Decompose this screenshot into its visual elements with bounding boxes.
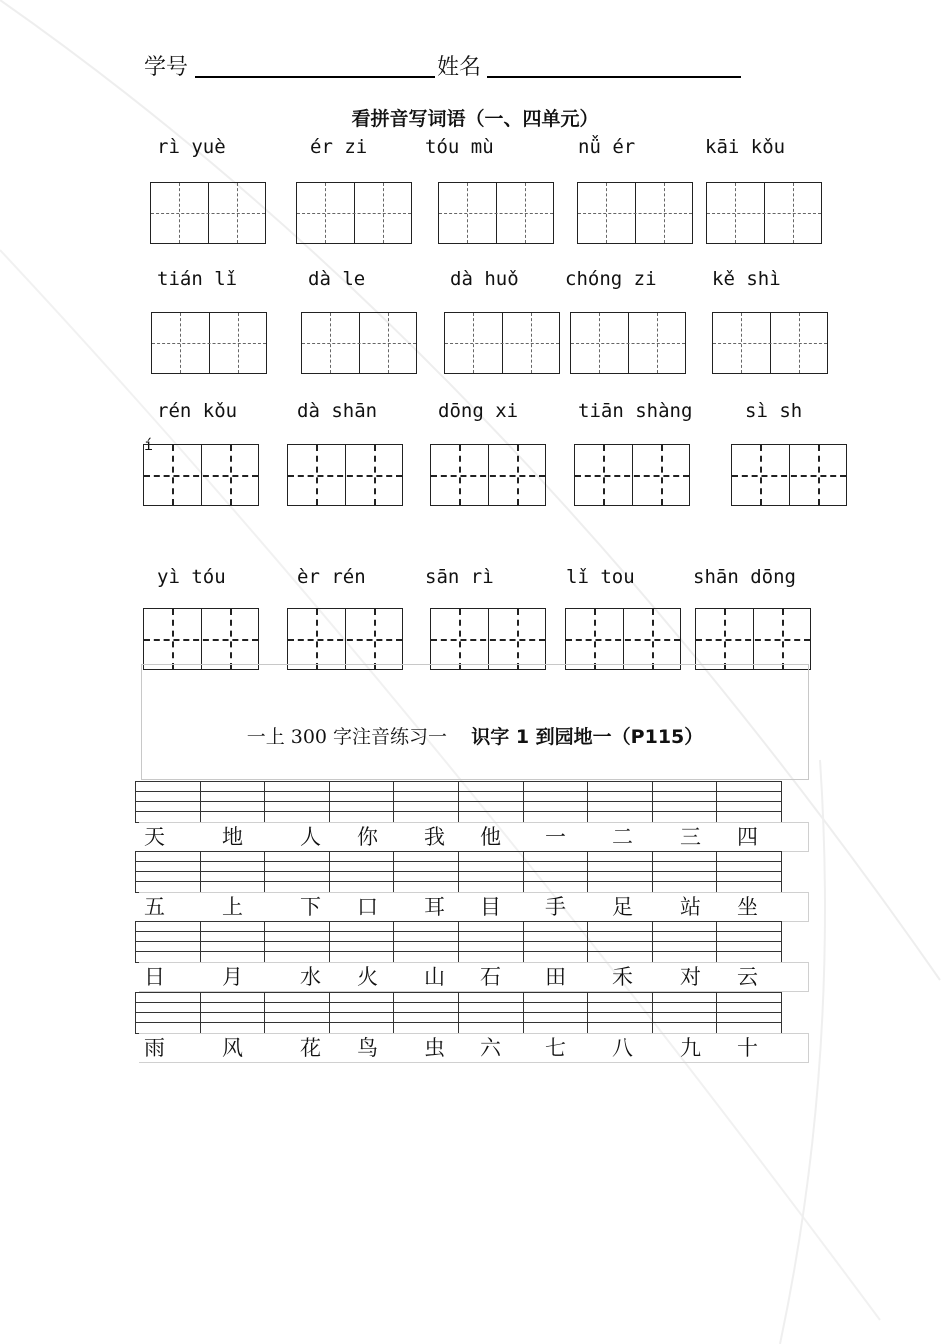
hanzi-char: 云 <box>737 965 758 989</box>
hanzi-char: 水 <box>300 965 321 989</box>
hanzi-char: 一 <box>545 825 566 849</box>
hanzi-char: 七 <box>545 1036 566 1060</box>
pinyin-label: chóng zi <box>565 268 657 290</box>
hanzi-char: 火 <box>357 965 378 989</box>
hanzi-char: 二 <box>612 825 633 849</box>
pinyin-label: dà huǒ <box>450 268 519 290</box>
hanzi-char: 九 <box>680 1036 701 1060</box>
tianzige-pair[interactable] <box>430 608 546 670</box>
tianzige-pair[interactable] <box>143 444 259 506</box>
hanzi-char: 月 <box>222 965 243 989</box>
tianzige-pair[interactable] <box>150 182 266 244</box>
pinyin-label: yì tóu <box>157 566 226 588</box>
pinyin-label: sān rì <box>425 566 494 588</box>
name-label: 姓名 <box>437 55 482 80</box>
tianzige-pair[interactable] <box>706 182 822 244</box>
tianzige-pair[interactable] <box>430 444 546 506</box>
section-subtitle <box>0 722 950 749</box>
hanzi-char: 站 <box>680 895 701 919</box>
pinyin-label: tóu mù <box>425 136 494 158</box>
stray-char: í <box>144 436 154 454</box>
pinyin-writing-lines[interactable] <box>135 781 781 823</box>
hanzi-char: 风 <box>222 1036 243 1060</box>
pinyin-label: rén kǒu <box>157 400 238 422</box>
pinyin-label: lǐ tou <box>566 566 635 588</box>
hanzi-char: 足 <box>612 895 633 919</box>
subtitle-normal: 一上 300 字注音练习一 <box>246 726 448 748</box>
pinyin-label: dà le <box>308 268 366 290</box>
hanzi-char: 三 <box>680 825 701 849</box>
hanzi-char: 下 <box>300 895 321 919</box>
tianzige-pair[interactable] <box>570 312 686 374</box>
hanzi-char: 天 <box>144 825 165 849</box>
hanzi-char: 花 <box>300 1036 321 1060</box>
pinyin-writing-lines[interactable] <box>135 992 781 1034</box>
hanzi-char: 八 <box>612 1036 633 1060</box>
pinyin-label: kāi kǒu <box>705 136 786 158</box>
tianzige-pair[interactable] <box>151 312 267 374</box>
tianzige-pair[interactable] <box>574 444 690 506</box>
hanzi-char: 他 <box>480 825 501 849</box>
hanzi-char: 雨 <box>144 1036 165 1060</box>
pinyin-writing-lines[interactable] <box>135 921 781 963</box>
tianzige-pair[interactable] <box>143 608 259 670</box>
pinyin-label: sì sh <box>745 400 803 422</box>
tianzige-pair[interactable] <box>287 608 403 670</box>
tianzige-pair[interactable] <box>577 182 693 244</box>
hanzi-char: 上 <box>222 895 243 919</box>
student-id-blank[interactable] <box>195 76 435 78</box>
subtitle-bold: 识字 1 到园地一（P115） <box>471 726 704 748</box>
hanzi-char: 人 <box>300 825 321 849</box>
pinyin-label: tiān shàng <box>578 400 693 422</box>
pinyin-label: dà shān <box>297 400 378 422</box>
hanzi-char: 耳 <box>424 895 445 919</box>
pinyin-label: nǚ ér <box>578 136 636 158</box>
hanzi-char: 目 <box>480 895 501 919</box>
name-blank[interactable] <box>487 76 741 78</box>
tianzige-pair[interactable] <box>712 312 828 374</box>
hanzi-char: 地 <box>222 825 243 849</box>
tianzige-pair[interactable] <box>296 182 412 244</box>
hanzi-char: 禾 <box>612 965 633 989</box>
hanzi-char: 六 <box>480 1036 501 1060</box>
pinyin-label: èr rén <box>297 566 366 588</box>
tianzige-pair[interactable] <box>301 312 417 374</box>
hanzi-char: 你 <box>357 825 378 849</box>
tianzige-pair[interactable] <box>731 444 847 506</box>
hanzi-char: 鸟 <box>357 1036 378 1060</box>
tianzige-pair[interactable] <box>565 608 681 670</box>
pinyin-label: ér zi <box>310 136 368 158</box>
hanzi-char: 口 <box>357 895 378 919</box>
hanzi-char: 虫 <box>424 1036 445 1060</box>
worksheet-title: 看拼音写词语（一、四单元） <box>351 108 599 130</box>
pinyin-label: rì yuè <box>157 136 226 158</box>
hanzi-char: 五 <box>144 895 165 919</box>
tianzige-pair[interactable] <box>444 312 560 374</box>
pinyin-label: tián lǐ <box>157 268 238 290</box>
hanzi-char: 坐 <box>737 895 758 919</box>
pinyin-label: dōng xi <box>438 400 519 422</box>
hanzi-char: 对 <box>680 965 701 989</box>
hanzi-char: 日 <box>144 965 165 989</box>
hanzi-char: 手 <box>545 895 566 919</box>
student-id-label: 学号 <box>144 55 189 80</box>
pinyin-writing-lines[interactable] <box>135 851 781 893</box>
hanzi-char: 我 <box>424 825 445 849</box>
tianzige-pair[interactable] <box>695 608 811 670</box>
pinyin-label: kě shì <box>712 268 781 290</box>
tianzige-pair[interactable] <box>438 182 554 244</box>
hanzi-char: 四 <box>737 825 758 849</box>
pinyin-label: shān dōng <box>693 566 796 588</box>
hanzi-char: 石 <box>480 965 501 989</box>
hanzi-char: 山 <box>424 965 445 989</box>
hanzi-char: 十 <box>737 1036 758 1060</box>
hanzi-char: 田 <box>545 965 566 989</box>
tianzige-pair[interactable] <box>287 444 403 506</box>
